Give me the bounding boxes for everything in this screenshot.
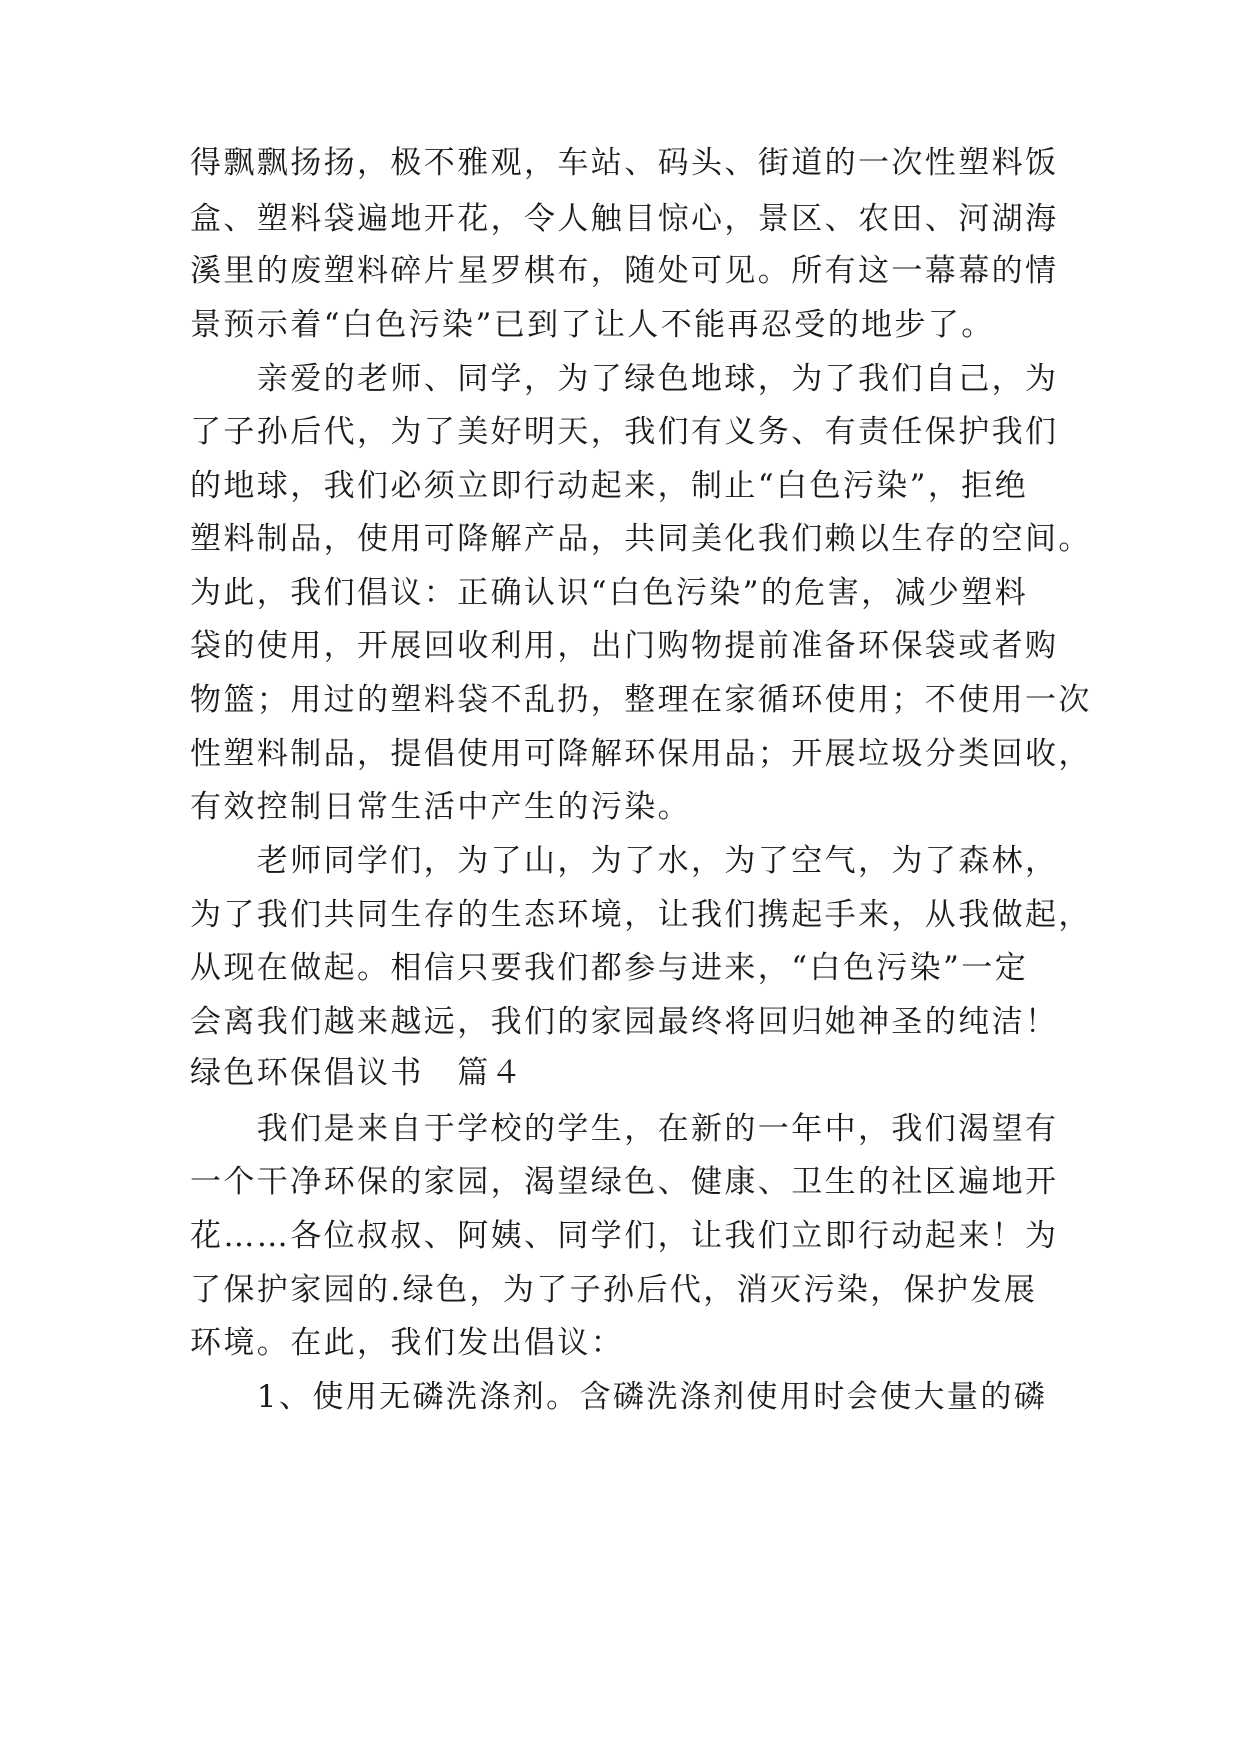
body-text-line: 了保护家园的.绿色，为了子孙后代，消灭污染，保护发展 xyxy=(190,1272,1038,1308)
body-text-line: 溪里的废塑料碎片星罗棋布，随处可见。所有这一幕幕的情 xyxy=(190,253,1059,289)
list-item-line: 1、使用无磷洗涤剂。含磷洗涤剂使用时会使大量的磷 xyxy=(190,1379,1048,1415)
body-text-line: 一个干净环保的家园，渴望绿色、健康、卫生的社区遍地开 xyxy=(190,1164,1059,1200)
body-text-line: 从现在做起。相信只要我们都参与进来，“白色污染”一定 xyxy=(190,950,1029,986)
section-heading: 绿色环保倡议书 篇４ xyxy=(190,1055,524,1091)
body-text-line: 环境。在此，我们发出倡议： xyxy=(190,1325,625,1361)
body-text-line: 有效控制日常生活中产生的污染。 xyxy=(190,789,691,825)
body-text-line: 为此，我们倡议：正确认识“白色污染”的危害，减少塑料 xyxy=(190,575,1029,611)
body-text-line: 为了我们共同生存的生态环境，让我们携起手来，从我做起， xyxy=(190,897,1092,933)
body-text-line: 塑料制品，使用可降解产品，共同美化我们赖以生存的空间。 xyxy=(190,521,1092,557)
body-text-line: 物篮；用过的塑料袋不乱扔，整理在家循环使用；不使用一次 xyxy=(190,682,1092,718)
body-text-line: 花……各位叔叔、阿姨、同学们，让我们立即行动起来！为 xyxy=(190,1218,1059,1254)
body-text-line: 景预示着“白色污染”已到了让人不能再忍受的地步了。 xyxy=(190,307,995,343)
body-text-line: 性塑料制品，提倡使用可降解环保用品；开展垃圾分类回收， xyxy=(190,736,1092,772)
body-text-line: 会离我们越来越远，我们的家园最终将回归她神圣的纯洁！ xyxy=(190,1004,1059,1040)
body-text-line: 袋的使用，开展回收利用，出门购物提前准备环保袋或者购 xyxy=(190,628,1059,664)
body-text-line: 得飘飘扬扬，极不雅观，车站、码头、街道的一次性塑料饭 xyxy=(190,145,1059,181)
paragraph-start-line: 亲爱的老师、同学，为了绿色地球，为了我们自己，为 xyxy=(190,361,1059,397)
body-text-line: 的地球，我们必须立即行动起来，制止“白色污染”，拒绝 xyxy=(190,468,1029,504)
paragraph-start-line: 老师同学们，为了山，为了水，为了空气，为了森林， xyxy=(190,843,1059,879)
paragraph-start-line: 我们是来自于学校的学生，在新的一年中，我们渴望有 xyxy=(190,1111,1059,1147)
body-text-line: 盒、塑料袋遍地开花，令人触目惊心，景区、农田、河湖海 xyxy=(190,201,1059,237)
body-text-line: 了子孙后代，为了美好明天，我们有义务、有责任保护我们 xyxy=(190,414,1059,450)
